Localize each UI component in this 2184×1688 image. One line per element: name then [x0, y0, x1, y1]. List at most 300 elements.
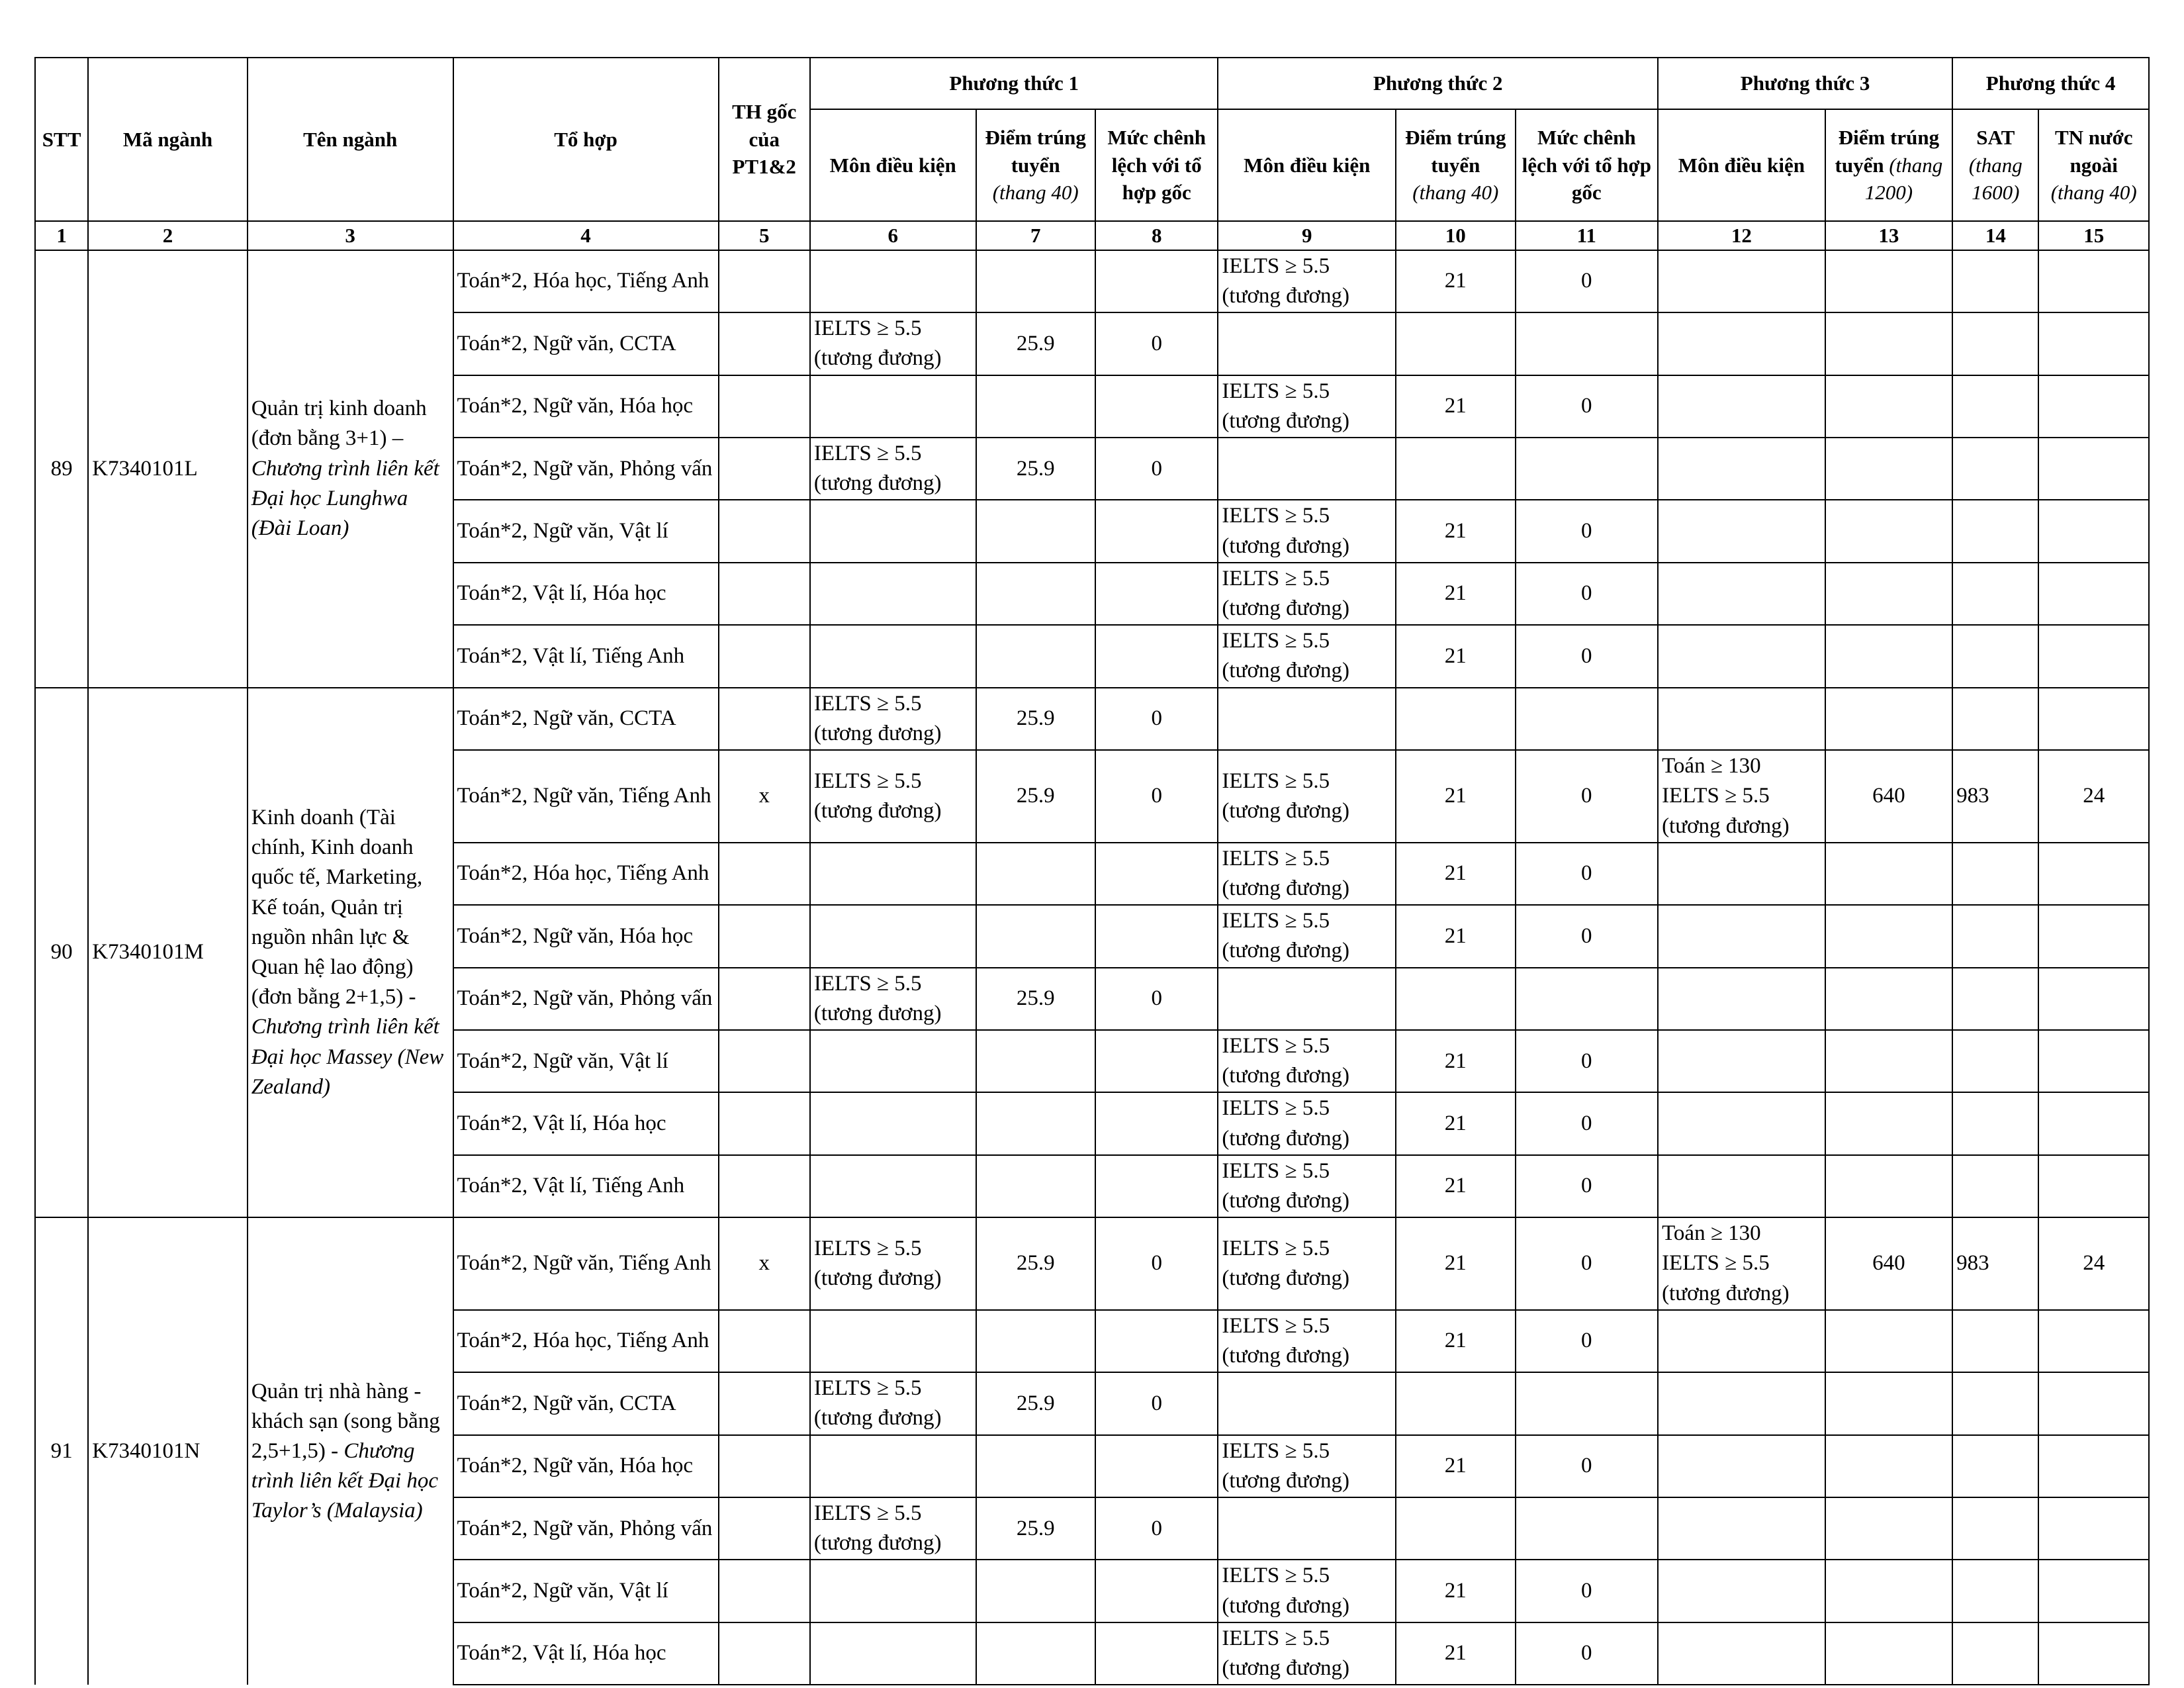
original-combo-mark — [719, 375, 810, 438]
pt2-difference: 0 — [1516, 1622, 1659, 1685]
header-tn-scale: (thang 40) — [2050, 181, 2137, 205]
pt4-sat-score — [1952, 1092, 2038, 1154]
column-number: 5 — [719, 221, 810, 250]
pt3-condition — [1658, 1092, 1825, 1154]
header-phuong-thuc-3: Phương thức 3 — [1658, 58, 1952, 109]
original-combo-mark — [719, 905, 810, 967]
header-pt2-scale: (thang 40) — [1412, 181, 1499, 205]
pt1-score — [976, 905, 1095, 967]
subject-combination: Toán*2, Vật lí, Hóa học — [453, 563, 719, 625]
pt2-score — [1396, 438, 1515, 500]
pt3-condition — [1658, 438, 1825, 500]
column-number: 14 — [1952, 221, 2038, 250]
pt4-foreign-score — [2038, 1622, 2149, 1685]
program-name-text: Quản trị nhà hàng - khách sạn (song bằng 2,5+1,5) - — [251, 1379, 440, 1464]
pt2-condition: IELTS ≥ 5.5 (tương đương) — [1218, 1310, 1396, 1372]
pt1-score: 25.9 — [976, 312, 1095, 375]
pt3-score — [1825, 625, 1952, 687]
pt3-score — [1825, 312, 1952, 375]
column-number: 4 — [453, 221, 719, 250]
original-combo-mark — [719, 250, 810, 312]
pt3-score — [1825, 1155, 1952, 1217]
pt2-difference — [1516, 438, 1659, 500]
pt4-sat-score — [1952, 843, 2038, 905]
pt4-foreign-score — [2038, 843, 2149, 905]
pt3-condition — [1658, 312, 1825, 375]
original-combo-mark — [719, 688, 810, 750]
subject-combination: Toán*2, Ngữ văn, Tiếng Anh — [453, 750, 719, 843]
table-row — [35, 250, 2149, 312]
subject-combination: Toán*2, Hóa học, Tiếng Anh — [453, 843, 719, 905]
pt1-condition: IELTS ≥ 5.5 (tương đương) — [810, 968, 976, 1030]
header-ten-nganh: Tên ngành — [248, 58, 453, 221]
pt4-sat-score: 983 — [1952, 1217, 2038, 1310]
pt1-condition — [810, 1560, 976, 1622]
pt2-difference: 0 — [1516, 250, 1659, 312]
pt1-difference: 0 — [1095, 1497, 1218, 1560]
header-pt2-diem — [1396, 109, 1515, 221]
subject-combination: Toán*2, Hóa học, Tiếng Anh — [453, 1310, 719, 1372]
pt2-score — [1396, 968, 1515, 1030]
original-combo-mark — [719, 1155, 810, 1217]
pt3-score — [1825, 375, 1952, 438]
pt4-sat-score — [1952, 375, 2038, 438]
pt1-difference — [1095, 250, 1218, 312]
pt2-score: 21 — [1396, 1310, 1515, 1372]
pt2-score: 21 — [1396, 1622, 1515, 1685]
subject-combination: Toán*2, Ngữ văn, Phỏng vấn — [453, 968, 719, 1030]
subject-combination: Toán*2, Ngữ văn, CCTA — [453, 1372, 719, 1434]
header-pt1-diem-label: Điểm trúng tuyển — [985, 125, 1086, 177]
column-number: 3 — [248, 221, 453, 250]
program-partner-text: Chương trình liên kết Đại học Massey (New Zealand) — [251, 1015, 444, 1099]
program-stt: 91 — [35, 1217, 88, 1685]
header-pt1-scale: (thang 40) — [992, 181, 1079, 205]
pt3-condition — [1658, 1622, 1825, 1685]
program-name-text: Kinh doanh (Tài chính, Kinh doanh quốc tế, Marketing, Kế toán, Quản trị nguồn nhân lực & Quan hệ lao động) (đơn bằng 2+1,5) - — [251, 805, 423, 1009]
program-partner-text: Chương trình liên kết Đại học Lunghwa (Đài Loan) — [251, 456, 439, 541]
pt3-score — [1825, 1372, 1952, 1434]
pt2-difference: 0 — [1516, 625, 1659, 687]
pt2-score — [1396, 1372, 1515, 1434]
subject-combination: Toán*2, Ngữ văn, CCTA — [453, 688, 719, 750]
pt2-score: 21 — [1396, 563, 1515, 625]
pt3-score — [1825, 250, 1952, 312]
pt2-difference: 0 — [1516, 563, 1659, 625]
pt1-score — [976, 1310, 1095, 1372]
pt1-condition — [810, 1092, 976, 1154]
pt2-score: 21 — [1396, 500, 1515, 562]
header-sat-scale: (thang 1600) — [1968, 153, 2023, 205]
table-row — [35, 688, 2149, 750]
pt2-score: 21 — [1396, 1030, 1515, 1092]
pt2-condition: IELTS ≥ 5.5 (tương đương) — [1218, 1622, 1396, 1685]
pt1-score — [976, 1560, 1095, 1622]
subject-combination: Toán*2, Ngữ văn, Hóa học — [453, 1435, 719, 1497]
pt1-score — [976, 563, 1095, 625]
pt1-difference: 0 — [1095, 688, 1218, 750]
pt4-sat-score — [1952, 1030, 2038, 1092]
subject-combination: Toán*2, Ngữ văn, Phỏng vấn — [453, 438, 719, 500]
pt2-difference: 0 — [1516, 843, 1659, 905]
pt3-condition — [1658, 500, 1825, 562]
pt1-difference — [1095, 1030, 1218, 1092]
pt2-difference: 0 — [1516, 1030, 1659, 1092]
pt1-score: 25.9 — [976, 968, 1095, 1030]
pt3-condition — [1658, 1372, 1825, 1434]
original-combo-mark — [719, 843, 810, 905]
original-combo-mark — [719, 1092, 810, 1154]
pt4-foreign-score — [2038, 1155, 2149, 1217]
pt2-condition: IELTS ≥ 5.5 (tương đương) — [1218, 905, 1396, 967]
header-pt3-diem-label: Điểm trúng tuyển — [1835, 125, 1940, 177]
pt1-difference — [1095, 1435, 1218, 1497]
program-name — [248, 1217, 453, 1685]
pt2-difference — [1516, 968, 1659, 1030]
pt2-condition: IELTS ≥ 5.5 (tương đương) — [1218, 375, 1396, 438]
pt1-difference — [1095, 905, 1218, 967]
pt3-score — [1825, 688, 1952, 750]
pt2-difference: 0 — [1516, 1560, 1659, 1622]
pt4-foreign-score — [2038, 688, 2149, 750]
pt1-condition — [810, 625, 976, 687]
pt4-sat-score — [1952, 1435, 2038, 1497]
pt2-score: 21 — [1396, 1435, 1515, 1497]
pt2-condition: IELTS ≥ 5.5 (tương đương) — [1218, 843, 1396, 905]
pt3-score — [1825, 843, 1952, 905]
subject-combination: Toán*2, Ngữ văn, Vật lí — [453, 1030, 719, 1092]
subject-combination: Toán*2, Ngữ văn, CCTA — [453, 312, 719, 375]
pt1-difference: 0 — [1095, 1217, 1218, 1310]
pt1-difference: 0 — [1095, 750, 1218, 843]
original-combo-mark — [719, 1372, 810, 1434]
pt2-difference: 0 — [1516, 1155, 1659, 1217]
pt4-foreign-score — [2038, 1030, 2149, 1092]
original-combo-mark — [719, 312, 810, 375]
pt4-foreign-score — [2038, 1497, 2149, 1560]
pt4-foreign-score — [2038, 312, 2149, 375]
header-tn-label: TN nước ngoài — [2054, 125, 2133, 177]
pt4-sat-score — [1952, 968, 2038, 1030]
original-combo-mark — [719, 563, 810, 625]
pt4-foreign-score — [2038, 563, 2149, 625]
pt2-condition: IELTS ≥ 5.5 (tương đương) — [1218, 1030, 1396, 1092]
pt2-score: 21 — [1396, 1155, 1515, 1217]
pt3-condition — [1658, 1310, 1825, 1372]
pt1-difference — [1095, 1310, 1218, 1372]
pt4-sat-score — [1952, 250, 2038, 312]
pt2-score: 21 — [1396, 375, 1515, 438]
pt3-condition — [1658, 1560, 1825, 1622]
pt4-sat-score — [1952, 625, 2038, 687]
pt2-score: 21 — [1396, 843, 1515, 905]
pt2-condition: IELTS ≥ 5.5 (tương đương) — [1218, 563, 1396, 625]
pt1-score — [976, 1622, 1095, 1685]
program-stt: 90 — [35, 688, 88, 1217]
column-number: 6 — [810, 221, 976, 250]
subject-combination: Toán*2, Vật lí, Hóa học — [453, 1092, 719, 1154]
pt1-score: 25.9 — [976, 1372, 1095, 1434]
program-code: K7340101M — [88, 688, 248, 1217]
pt1-score — [976, 500, 1095, 562]
pt2-score: 21 — [1396, 625, 1515, 687]
program-name — [248, 688, 453, 1217]
pt1-score: 25.9 — [976, 688, 1095, 750]
pt4-foreign-score — [2038, 1560, 2149, 1622]
header-pt3-diem — [1825, 109, 1952, 221]
pt3-condition — [1658, 563, 1825, 625]
pt2-condition: IELTS ≥ 5.5 (tương đương) — [1218, 1435, 1396, 1497]
pt2-score: 21 — [1396, 1560, 1515, 1622]
program-stt: 89 — [35, 250, 88, 688]
pt1-condition — [810, 1435, 976, 1497]
pt2-difference: 0 — [1516, 750, 1659, 843]
pt1-difference: 0 — [1095, 438, 1218, 500]
subject-combination: Toán*2, Ngữ văn, Vật lí — [453, 500, 719, 562]
column-number: 7 — [976, 221, 1095, 250]
pt4-foreign-score — [2038, 968, 2149, 1030]
pt4-sat-score: 983 — [1952, 750, 2038, 843]
pt1-condition — [810, 1030, 976, 1092]
original-combo-mark — [719, 1435, 810, 1497]
pt4-sat-score — [1952, 1372, 2038, 1434]
subject-combination: Toán*2, Ngữ văn, Hóa học — [453, 375, 719, 438]
original-combo-mark — [719, 1030, 810, 1092]
pt1-condition — [810, 375, 976, 438]
pt4-foreign-score: 24 — [2038, 750, 2149, 843]
pt1-score — [976, 1092, 1095, 1154]
pt4-foreign-score — [2038, 625, 2149, 687]
pt3-condition — [1658, 1030, 1825, 1092]
header-sat-label: SAT — [1976, 125, 2015, 149]
pt3-condition — [1658, 843, 1825, 905]
pt2-difference: 0 — [1516, 1435, 1659, 1497]
column-number: 2 — [88, 221, 248, 250]
pt3-score — [1825, 438, 1952, 500]
pt2-condition — [1218, 438, 1396, 500]
pt3-condition: Toán ≥ 130 IELTS ≥ 5.5 (tương đương) — [1658, 750, 1825, 843]
original-combo-mark: x — [719, 1217, 810, 1310]
pt2-score — [1396, 312, 1515, 375]
pt3-score — [1825, 1310, 1952, 1372]
pt2-condition: IELTS ≥ 5.5 (tương đương) — [1218, 250, 1396, 312]
pt2-difference — [1516, 1372, 1659, 1434]
pt1-score: 25.9 — [976, 438, 1095, 500]
header-pt2-diem-label: Điểm trúng tuyển — [1405, 125, 1506, 177]
pt4-foreign-score — [2038, 250, 2149, 312]
pt2-condition: IELTS ≥ 5.5 (tương đương) — [1218, 625, 1396, 687]
pt3-condition — [1658, 250, 1825, 312]
pt2-condition: IELTS ≥ 5.5 (tương đương) — [1218, 500, 1396, 562]
pt2-condition — [1218, 312, 1396, 375]
pt3-condition — [1658, 625, 1825, 687]
pt1-difference — [1095, 1155, 1218, 1217]
pt4-sat-score — [1952, 1560, 2038, 1622]
pt1-difference: 0 — [1095, 312, 1218, 375]
pt4-foreign-score — [2038, 1435, 2149, 1497]
header-phuong-thuc-1: Phương thức 1 — [810, 58, 1218, 109]
header-sat — [1952, 109, 2038, 221]
original-combo-mark — [719, 1310, 810, 1372]
pt2-score: 21 — [1396, 750, 1515, 843]
pt1-difference — [1095, 375, 1218, 438]
pt2-difference: 0 — [1516, 905, 1659, 967]
subject-combination: Toán*2, Ngữ văn, Tiếng Anh — [453, 1217, 719, 1310]
pt2-score: 21 — [1396, 905, 1515, 967]
pt2-difference — [1516, 1497, 1659, 1560]
pt1-condition: IELTS ≥ 5.5 (tương đương) — [810, 1372, 976, 1434]
column-number: 8 — [1095, 221, 1218, 250]
pt2-condition: IELTS ≥ 5.5 (tương đương) — [1218, 1092, 1396, 1154]
pt1-score — [976, 1155, 1095, 1217]
pt1-difference — [1095, 1560, 1218, 1622]
pt1-score: 25.9 — [976, 1217, 1095, 1310]
pt1-difference: 0 — [1095, 1372, 1218, 1434]
pt2-difference: 0 — [1516, 375, 1659, 438]
pt1-difference — [1095, 1092, 1218, 1154]
subject-combination: Toán*2, Ngữ văn, Vật lí — [453, 1560, 719, 1622]
pt3-score — [1825, 1435, 1952, 1497]
pt1-condition — [810, 1155, 976, 1217]
column-number-row — [35, 221, 2149, 250]
program-name-text: Quản trị kinh doanh (đơn bằng 3+1) – — [251, 397, 427, 451]
pt2-score — [1396, 688, 1515, 750]
subject-combination: Toán*2, Vật lí, Tiếng Anh — [453, 625, 719, 687]
pt2-condition — [1218, 1497, 1396, 1560]
header-pt3-scale: (thang 1200) — [1864, 153, 1943, 205]
pt1-condition: IELTS ≥ 5.5 (tương đương) — [810, 1497, 976, 1560]
pt1-score — [976, 1435, 1095, 1497]
column-number: 1 — [35, 221, 88, 250]
pt1-score: 25.9 — [976, 1497, 1095, 1560]
pt3-condition — [1658, 375, 1825, 438]
pt1-score — [976, 625, 1095, 687]
pt1-condition — [810, 843, 976, 905]
pt2-condition: IELTS ≥ 5.5 (tương đương) — [1218, 1217, 1396, 1310]
pt1-condition: IELTS ≥ 5.5 (tương đương) — [810, 312, 976, 375]
pt2-difference: 0 — [1516, 1310, 1659, 1372]
pt4-sat-score — [1952, 1310, 2038, 1372]
header-pt2-mon-dieu-kien: Môn điều kiện — [1218, 109, 1396, 221]
header-pt1-mon-dieu-kien: Môn điều kiện — [810, 109, 976, 221]
pt3-condition — [1658, 1435, 1825, 1497]
pt4-foreign-score — [2038, 905, 2149, 967]
pt1-score — [976, 250, 1095, 312]
pt2-condition — [1218, 688, 1396, 750]
pt4-sat-score — [1952, 312, 2038, 375]
pt1-difference: 0 — [1095, 968, 1218, 1030]
header-to-hop: Tổ hợp — [453, 58, 719, 221]
pt1-difference — [1095, 843, 1218, 905]
pt4-sat-score — [1952, 1497, 2038, 1560]
pt2-difference — [1516, 312, 1659, 375]
column-number: 13 — [1825, 221, 1952, 250]
pt4-foreign-score — [2038, 1310, 2149, 1372]
column-number: 10 — [1396, 221, 1515, 250]
pt3-condition — [1658, 1497, 1825, 1560]
column-number: 11 — [1516, 221, 1659, 250]
pt3-score: 640 — [1825, 750, 1952, 843]
pt3-score — [1825, 1030, 1952, 1092]
pt1-condition — [810, 500, 976, 562]
pt1-difference — [1095, 563, 1218, 625]
original-combo-mark — [719, 500, 810, 562]
header-pt1-diem — [976, 109, 1095, 221]
pt1-score — [976, 843, 1095, 905]
pt3-condition — [1658, 688, 1825, 750]
pt2-difference: 0 — [1516, 1092, 1659, 1154]
subject-combination: Toán*2, Hóa học, Tiếng Anh — [453, 250, 719, 312]
pt1-condition — [810, 905, 976, 967]
subject-combination: Toán*2, Vật lí, Hóa học — [453, 1622, 719, 1685]
pt1-condition: IELTS ≥ 5.5 (tương đương) — [810, 688, 976, 750]
pt2-score: 21 — [1396, 1092, 1515, 1154]
pt1-difference — [1095, 625, 1218, 687]
pt3-score — [1825, 563, 1952, 625]
original-combo-mark — [719, 968, 810, 1030]
pt3-condition: Toán ≥ 130 IELTS ≥ 5.5 (tương đương) — [1658, 1217, 1825, 1310]
pt3-condition — [1658, 968, 1825, 1030]
header-pt3-mon-dieu-kien: Môn điều kiện — [1658, 109, 1825, 221]
pt3-score — [1825, 1092, 1952, 1154]
header-ma-nganh: Mã ngành — [88, 58, 248, 221]
pt1-condition: IELTS ≥ 5.5 (tương đương) — [810, 1217, 976, 1310]
pt2-difference: 0 — [1516, 500, 1659, 562]
pt2-difference: 0 — [1516, 1217, 1659, 1310]
header-phuong-thuc-4: Phương thức 4 — [1952, 58, 2149, 109]
original-combo-mark — [719, 1560, 810, 1622]
pt4-sat-score — [1952, 438, 2038, 500]
pt3-score — [1825, 968, 1952, 1030]
pt3-score — [1825, 1622, 1952, 1685]
pt4-sat-score — [1952, 500, 2038, 562]
pt4-sat-score — [1952, 905, 2038, 967]
pt2-score: 21 — [1396, 1217, 1515, 1310]
original-combo-mark: x — [719, 750, 810, 843]
table-row — [35, 1217, 2149, 1310]
program-name — [248, 250, 453, 688]
pt2-condition: IELTS ≥ 5.5 (tương đương) — [1218, 1560, 1396, 1622]
pt4-sat-score — [1952, 1622, 2038, 1685]
pt4-foreign-score — [2038, 1372, 2149, 1434]
column-number: 12 — [1658, 221, 1825, 250]
original-combo-mark — [719, 1622, 810, 1685]
pt4-foreign-score — [2038, 375, 2149, 438]
pt3-condition — [1658, 905, 1825, 967]
subject-combination: Toán*2, Vật lí, Tiếng Anh — [453, 1155, 719, 1217]
pt1-score — [976, 375, 1095, 438]
pt2-score: 21 — [1396, 250, 1515, 312]
pt3-score — [1825, 500, 1952, 562]
table-body — [35, 250, 2149, 1685]
pt3-score — [1825, 905, 1952, 967]
pt1-score: 25.9 — [976, 750, 1095, 843]
pt4-sat-score — [1952, 563, 2038, 625]
pt2-condition — [1218, 1372, 1396, 1434]
program-code: K7340101N — [88, 1217, 248, 1685]
pt2-difference — [1516, 688, 1659, 750]
pt1-condition — [810, 563, 976, 625]
header-pt1-chenh-lech: Mức chênh lệch với tổ hợp gốc — [1095, 109, 1218, 221]
subject-combination: Toán*2, Ngữ văn, Phỏng vấn — [453, 1497, 719, 1560]
header-pt2-chenh-lech: Mức chênh lệch với tổ hợp gốc — [1516, 109, 1659, 221]
pt1-difference — [1095, 500, 1218, 562]
pt1-condition — [810, 1622, 976, 1685]
column-number: 9 — [1218, 221, 1396, 250]
pt2-condition — [1218, 968, 1396, 1030]
pt1-condition: IELTS ≥ 5.5 (tương đương) — [810, 438, 976, 500]
pt3-score — [1825, 1497, 1952, 1560]
